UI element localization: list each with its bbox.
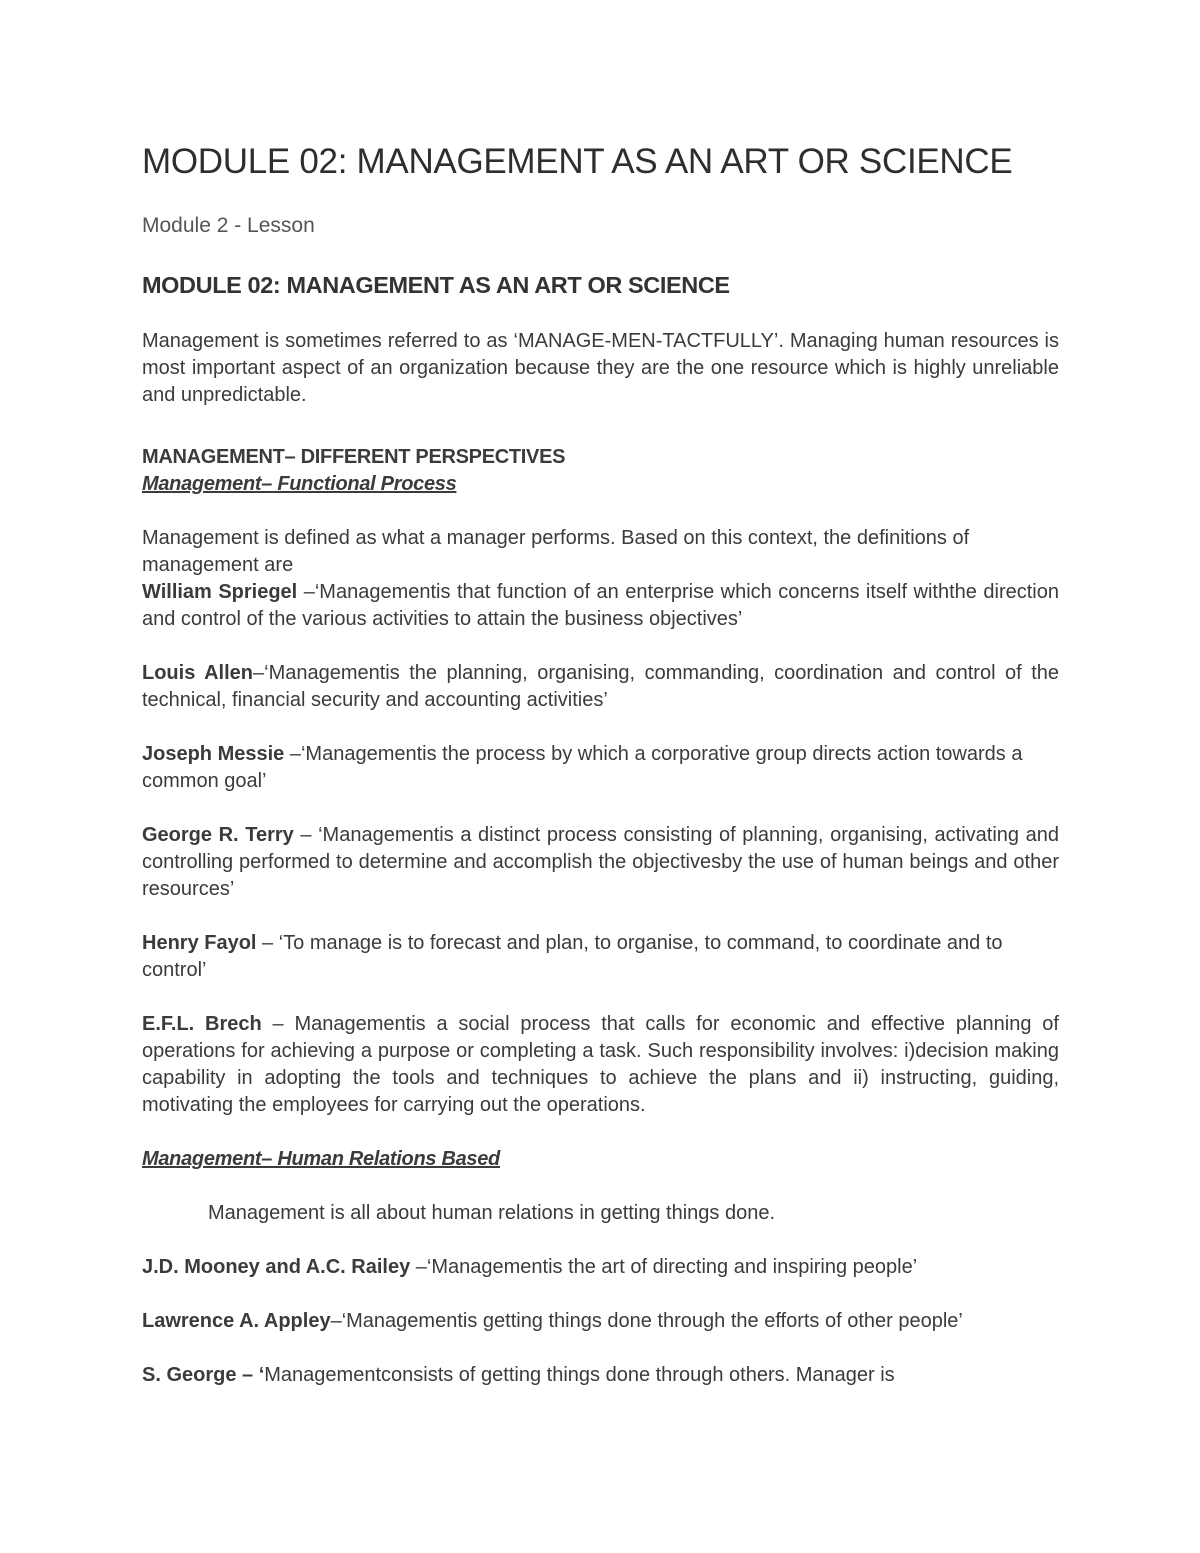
author-name: Henry Fayol bbox=[142, 932, 257, 954]
definition-william-spriegel bbox=[142, 579, 1059, 633]
document-subtitle: Module 2 - Lesson bbox=[142, 214, 315, 237]
definition-text: ‘Managementis getting things done through the efforts of other people’ bbox=[341, 1310, 963, 1332]
author-name: Lawrence A. Appley bbox=[142, 1310, 331, 1332]
definition-george-terry bbox=[142, 822, 1059, 903]
document-title: MODULE 02: MANAGEMENT AS AN ART OR SCIENCE bbox=[142, 142, 1013, 181]
definition-text: ‘Managementis that function of an enterprise which concerns itself withthe direction and control of the various activities to attain the business objectives’ bbox=[142, 581, 1059, 630]
human-relations-heading: Management– Human Relations Based bbox=[142, 1148, 500, 1170]
perspectives-heading: MANAGEMENT– DIFFERENT PERSPECTIVES bbox=[142, 446, 566, 468]
definition-text: Managementis a social process that calls for economic and effective planning of operations for achieving a purpose or completing a task. Such responsibility involves: i)decision making capability in adopting the tools and techniques to achieve the plans and ii) instructing, guiding, motivating the employees for carrying out the operations. bbox=[142, 1013, 1059, 1116]
intro-paragraph: Management is sometimes referred to as ‘MANAGE-MEN-TACTFULLY’. Managing human resources is most important aspect of an organization because they are the one resource which is highly unreliable and unpredictable. bbox=[142, 330, 1059, 406]
section-heading: MODULE 02: MANAGEMENT AS AN ART OR SCIENCE bbox=[142, 272, 730, 298]
functional-process-heading: Management– Functional Process bbox=[142, 473, 457, 495]
separator: – bbox=[261, 1013, 295, 1035]
definition-henry-fayol bbox=[142, 930, 1059, 984]
author-name: Joseph Messie bbox=[142, 743, 285, 765]
author-name: George R. Terry bbox=[142, 824, 294, 846]
separator: – bbox=[330, 1310, 342, 1332]
definition-louis-allen bbox=[142, 660, 1059, 714]
document-page bbox=[142, 140, 1059, 1389]
author-name: E.F.L. Brech bbox=[142, 1013, 262, 1035]
separator: – bbox=[256, 932, 279, 954]
author-name: William Spriegel bbox=[142, 581, 298, 603]
separator: – bbox=[293, 824, 319, 846]
definition-text: ‘Managementis the planning, organising, commanding, coordination and control of the technical, financial security and accounting activities’ bbox=[142, 662, 1059, 711]
definition-text: ‘Managementis a distinct process consisting of planning, organising, activating and controlling performed to determine and accomplish the objectivesby the use of human beings and other resources’ bbox=[142, 824, 1059, 900]
separator: – bbox=[284, 743, 301, 765]
author-name: Louis Allen bbox=[142, 662, 253, 684]
functional-intro: Management is defined as what a manager performs. Based on this context, the definitions of management are bbox=[142, 527, 970, 576]
human-relations-intro: Management is all about human relations in getting things done. bbox=[208, 1202, 776, 1224]
definition-mooney-railey bbox=[142, 1254, 1059, 1281]
definition-efl-brech bbox=[142, 1011, 1059, 1119]
definition-text: Managementconsists of getting things done through others. Manager is bbox=[264, 1364, 895, 1386]
definition-s-george bbox=[142, 1362, 1059, 1389]
author-name: J.D. Mooney and A.C. Railey bbox=[142, 1256, 411, 1278]
separator: – bbox=[297, 581, 315, 603]
separator: – bbox=[410, 1256, 427, 1278]
definition-lawrence-appley bbox=[142, 1308, 1059, 1335]
definition-text: ‘Managementis the art of directing and inspiring people’ bbox=[426, 1256, 918, 1278]
definition-text: ‘To manage is to forecast and plan, to organise, to command, to coordinate and to control’ bbox=[142, 932, 1003, 981]
definition-text: ‘Managementis the process by which a corporative group directs action towards a common goal’ bbox=[142, 743, 1023, 792]
separator: – bbox=[253, 662, 265, 684]
author-name: S. George – ‘ bbox=[142, 1364, 265, 1386]
definition-joseph-messie bbox=[142, 741, 1059, 795]
